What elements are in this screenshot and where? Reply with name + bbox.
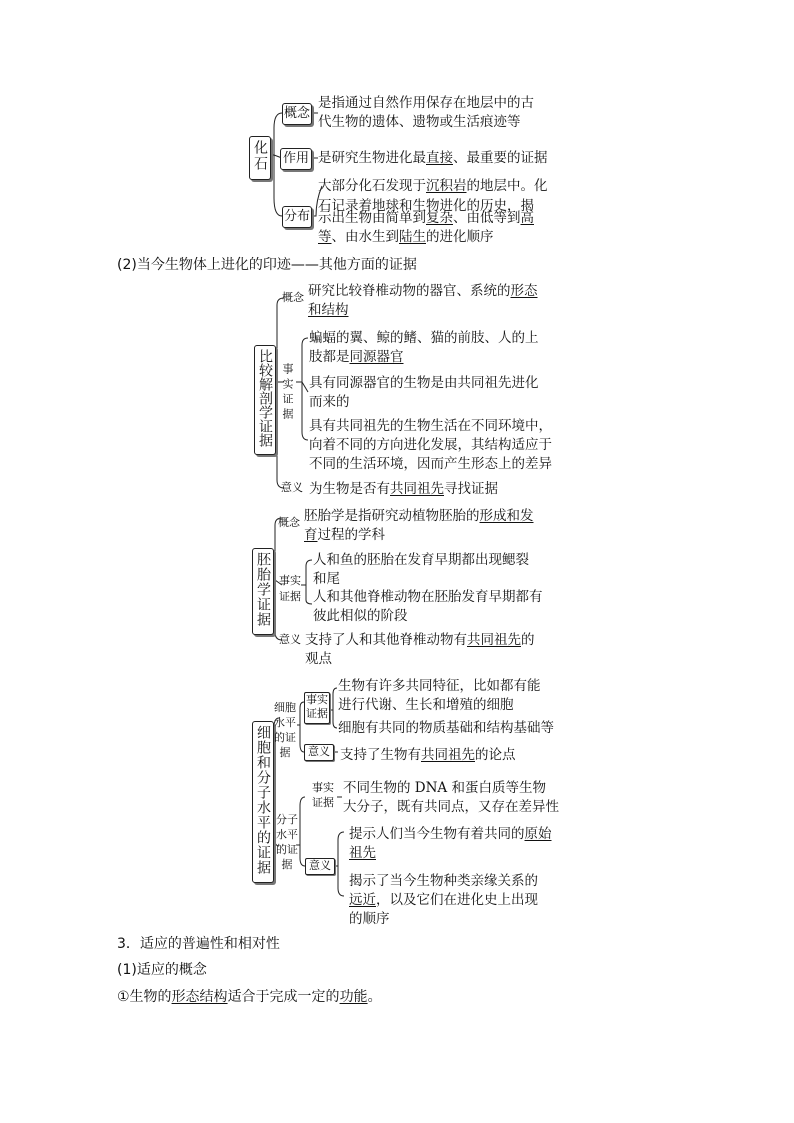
mol-meaning1-l2u: 祖先 <box>349 845 376 861</box>
mol-level-label <box>275 812 299 873</box>
embryo-meaning-line1 <box>305 630 535 651</box>
fossil-dist-l4b: 的进化顺序 <box>426 229 494 245</box>
fossil-dist-l3u1: 复杂 <box>426 210 453 226</box>
fossil-dist-l1b: 的地层中。化 <box>466 178 548 194</box>
embryo-meaning-l1a: 支持了人和其他脊椎动物有 <box>305 632 467 648</box>
anatomy-fact1-l2u: 同源器官 <box>349 349 404 365</box>
anatomy-fact-label-text: 事实证据 <box>281 363 294 423</box>
embryo-concept-line2 <box>304 525 385 546</box>
cell-fact-label: 事实证据 <box>306 693 328 720</box>
fossil-concept-label-box <box>282 103 312 125</box>
fossil-dist-l1a: 大部分化石发现于 <box>318 178 426 194</box>
fossil-dist-line2: 石记录着地球和生物进化的历史，揭 <box>318 198 534 214</box>
anatomy-fact3-line2: 向着不同的方向进化发展，其结构适应于 <box>309 437 552 453</box>
mol-meaning-label: 意义 <box>309 859 331 872</box>
anatomy-fact1-l2a: 肢都是 <box>309 349 350 365</box>
adaptation-line1-u1: 形态结构 <box>171 989 228 1005</box>
mol-fact-label-text: 事实证据 <box>312 781 334 809</box>
mol-meaning1-l1a: 提示人们当今生物有着共同的 <box>349 826 525 842</box>
fossil-title-box <box>249 136 271 180</box>
embryo-concept-l1u: 形成和发 <box>479 508 534 524</box>
anatomy-meaning-u: 共同祖先 <box>390 481 444 497</box>
fossil-dist-l1u: 沉积岩 <box>426 178 467 194</box>
cell-level-label <box>273 700 297 761</box>
anatomy-fact-label <box>279 363 295 428</box>
embryo-fact1-line2: 和尾 <box>313 571 340 587</box>
cell-meaning-b: 的论点 <box>475 747 516 763</box>
fossil-concept-line1: 是指通过自然作用保存在地层中的古 <box>318 95 534 111</box>
section2-heading: (2)当今生物体上进化的印迹——其他方面的证据 <box>117 257 417 273</box>
mol-meaning2-line1: 揭示了当今生物种类亲缘关系的 <box>349 873 538 889</box>
anatomy-meaning-b: 寻找证据 <box>444 481 498 497</box>
molecular-title-box <box>252 721 274 883</box>
anatomy-fact1-line1: 蝙蝠的翼、鲸的鳍、猫的前肢、人的上 <box>309 330 539 346</box>
fossil-dist-l4u1: 等 <box>318 229 332 245</box>
fossil-role-label: 作用 <box>282 151 309 166</box>
fossil-role-line <box>318 148 548 169</box>
section3-heading: 3．适应的普遍性和相对性 <box>117 936 280 952</box>
cell-meaning-label: 意义 <box>308 745 330 758</box>
fossil-title: 化石 <box>252 140 268 172</box>
fossil-role-text-a: 是研究生物进化最 <box>318 150 426 166</box>
embryo-concept-line1 <box>304 506 534 527</box>
anatomy-fact2-line1: 具有同源器官的生物是由共同祖先进化 <box>309 375 539 391</box>
fossil-dist-line1 <box>318 176 548 197</box>
adaptation-line1-b: 适合于完成一定的 <box>227 989 340 1005</box>
anatomy-concept-l2u: 和结构 <box>308 302 349 318</box>
embryo-meaning-label: 意义 <box>279 633 301 646</box>
mol-meaning2-line3: 的顺序 <box>349 911 390 927</box>
sub1-heading: (1)适应的概念 <box>117 962 207 978</box>
mol-fact-line1: 不同生物的 DNA 和蛋白质等生物 <box>343 780 546 796</box>
cell-fact-label-box <box>304 692 330 724</box>
embryo-concept-l2b: 过程的学科 <box>317 527 385 543</box>
cell-level-label-text: 细胞水平的证据 <box>274 701 296 759</box>
mol-meaning1-line2 <box>349 843 376 864</box>
adaptation-line1-c: 。 <box>367 989 382 1005</box>
embryo-concept-l2u: 育 <box>304 527 318 543</box>
adaptation-line1-u2: 功能 <box>339 989 368 1005</box>
embryo-meaning-l1u: 共同祖先 <box>467 632 521 648</box>
anatomy-concept-line2 <box>308 300 349 321</box>
molecular-title: 细胞和分子水平的证据 <box>255 725 271 875</box>
cell-fact1-line1: 生物有许多共同特征，比如都有能 <box>338 678 541 694</box>
anatomy-fact1-line2 <box>309 347 404 368</box>
anatomy-meaning-label: 意义 <box>281 481 303 494</box>
fossil-dist-l3a: 示出生物由简单到 <box>318 210 426 226</box>
adaptation-line1-a: ①生物的 <box>117 989 172 1005</box>
fossil-concept-line2: 代生物的遗体、遗物或生活痕迹等 <box>318 114 521 130</box>
adaptation-line1 <box>117 987 382 1007</box>
embryo-title: 胚胎学证据 <box>255 552 271 627</box>
anatomy-fact3-line1: 具有共同祖先的生物生活在不同环境中， <box>309 418 552 434</box>
embryo-meaning-l1b: 的 <box>521 632 535 648</box>
mol-fact-line2: 大分子，既有共同点，又存在差异性 <box>343 799 559 815</box>
cell-fact1-line2: 进行代谢、生长和增殖的细胞 <box>338 697 514 713</box>
fossil-role-underlined: 直接 <box>426 150 453 166</box>
fossil-dist-line4 <box>318 227 494 248</box>
cell-meaning-a: 支持了生物有 <box>340 747 421 763</box>
anatomy-fact2-line2: 而来的 <box>309 394 350 410</box>
cell-meaning-u: 共同祖先 <box>421 747 475 763</box>
mol-meaning1-l1u: 原始 <box>524 826 552 842</box>
anatomy-concept-l1u: 形态 <box>510 283 538 299</box>
mol-meaning2-line2 <box>349 890 538 911</box>
mol-meaning1-line1 <box>349 824 552 845</box>
embryo-fact1-line1: 人和鱼的胚胎在发育早期都出现鳃裂 <box>313 552 529 568</box>
mol-fact-label <box>309 780 337 811</box>
embryo-fact2-line1: 人和其他脊椎动物在胚胎发育早期都有 <box>313 589 543 605</box>
embryo-meaning-line2: 观点 <box>305 651 332 667</box>
fossil-role-text-b: 、最重要的证据 <box>453 150 548 166</box>
fossil-role-label-box <box>280 148 312 170</box>
embryo-concept-l1a: 胚胎学是指研究动植物胚胎的 <box>304 508 480 524</box>
fossil-concept-label: 概念 <box>283 106 310 121</box>
fossil-dist-l4u2: 陆生 <box>399 229 426 245</box>
cell-fact2: 细胞有共同的物质基础和结构基础等 <box>338 720 554 736</box>
embryo-concept-label: 概念 <box>278 516 300 529</box>
cell-meaning-line <box>340 745 516 766</box>
fossil-dist-l3b: 、由低等到 <box>453 210 521 226</box>
fossil-dist-l3u2: 高 <box>520 210 534 226</box>
anatomy-meaning-a: 为生物是否有 <box>309 481 390 497</box>
cell-meaning-label-box <box>304 744 334 761</box>
anatomy-fact3-line3: 不同的生活环境，因而产生形态上的差异 <box>309 456 552 472</box>
fossil-dist-label-box <box>282 206 312 228</box>
embryo-fact-label1: 事实 <box>279 574 301 587</box>
anatomy-concept-l1a: 研究比较脊椎动物的器官、系统的 <box>308 283 511 299</box>
mol-meaning2-l2b: ，以及它们在进化史上出现 <box>376 892 538 908</box>
mol-level-label-text: 分子水平的证据 <box>276 813 298 871</box>
anatomy-meaning-line <box>309 479 498 500</box>
anatomy-title-box <box>254 345 276 455</box>
embryo-fact2-line2: 彼此相似的阶段 <box>313 608 408 624</box>
anatomy-concept-label: 概念 <box>282 291 304 304</box>
anatomy-title: 比较解剖学证据 <box>257 349 273 447</box>
fossil-dist-l4a: 、由水生到 <box>331 229 399 245</box>
fossil-dist-label: 分布 <box>283 209 310 224</box>
embryo-title-box <box>252 548 274 635</box>
mol-meaning-label-box <box>305 858 335 875</box>
mol-meaning2-l2u: 远近 <box>349 892 376 908</box>
fossil-dist-line3 <box>318 208 534 229</box>
anatomy-concept-line1 <box>308 281 538 302</box>
embryo-fact-label2: 证据 <box>279 590 301 603</box>
